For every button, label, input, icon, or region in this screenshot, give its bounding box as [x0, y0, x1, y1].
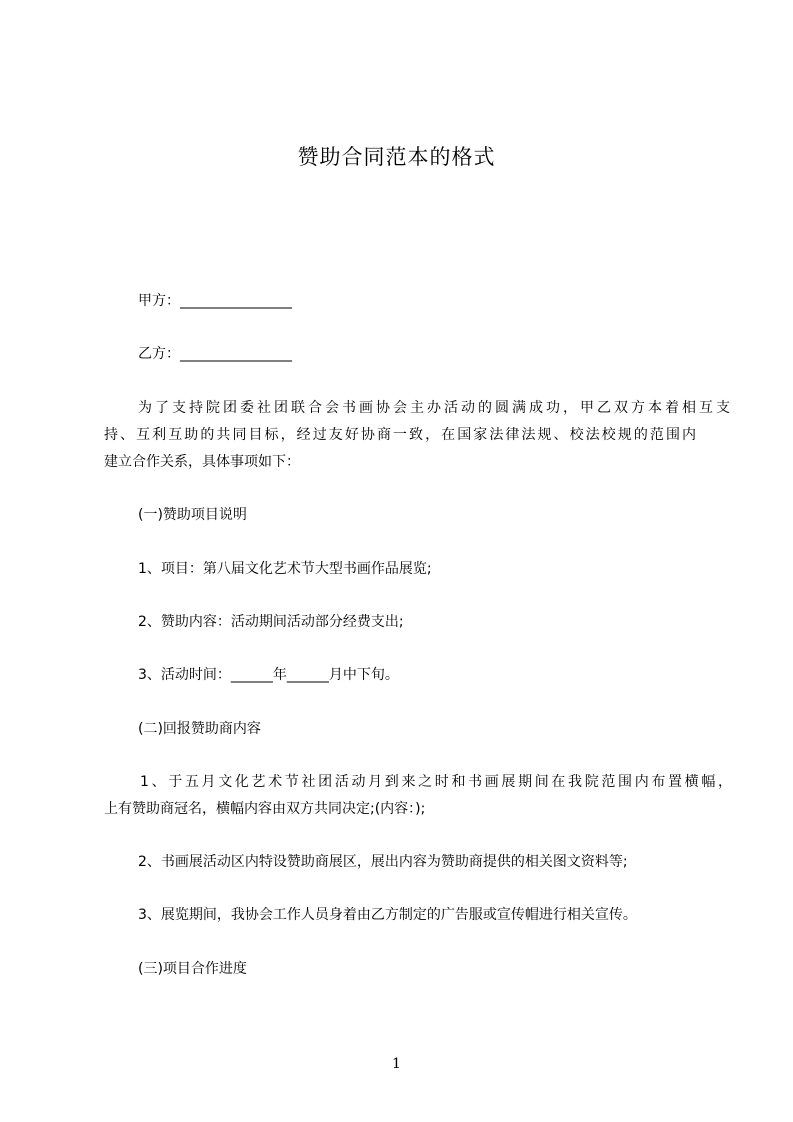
section-2-heading: (二)回报赞助商内容 [138, 721, 261, 737]
section-3-heading: (三)项目合作进度 [138, 961, 247, 977]
section-2-item-3: 3、展览期间，我协会工作人员身着由乙方制定的广告服或宣传帽进行相关宣传。 [138, 907, 637, 923]
party-a-line: 甲方：________________ [138, 293, 292, 309]
intro-line-1: 为了支持院团委社团联合会书画协会主办活动的圆满成功，甲乙双方本着相互支 [138, 400, 730, 416]
page-number: 1 [392, 1056, 401, 1072]
section-1-item-1: 1、项目：第八届文化艺术节大型书画作品展览; [138, 561, 432, 577]
section-1-item-2: 2、赞助内容：活动期间活动部分经费支出; [138, 614, 404, 630]
section-1-item-3: 3、活动时间：______年______月中下旬。 [138, 667, 399, 683]
intro-line-3: 建立合作关系，具体事项如下： [104, 454, 300, 470]
section-2-item-2: 2、书画展活动区内特设赞助商展区，展出内容为赞助商提供的相关图文资料等; [138, 854, 628, 870]
section-2-item-1-line-2: 上有赞助商冠名，横幅内容由双方共同决定;(内容：); [104, 801, 426, 817]
party-b-line: 乙方：________________ [138, 346, 292, 362]
section-1-heading: (一)赞助项目说明 [138, 507, 247, 523]
document-title: 赞助合同范本的格式 [297, 145, 496, 169]
section-2-item-1-line-1: 1、于五月文化艺术节社团活动月到来之时和书画展期间在我院范围内布置横幅， [140, 774, 732, 790]
intro-line-2: 持、互利互助的共同目标，经过友好协商一致，在国家法律法规、校法校规的范围内 [104, 427, 696, 443]
